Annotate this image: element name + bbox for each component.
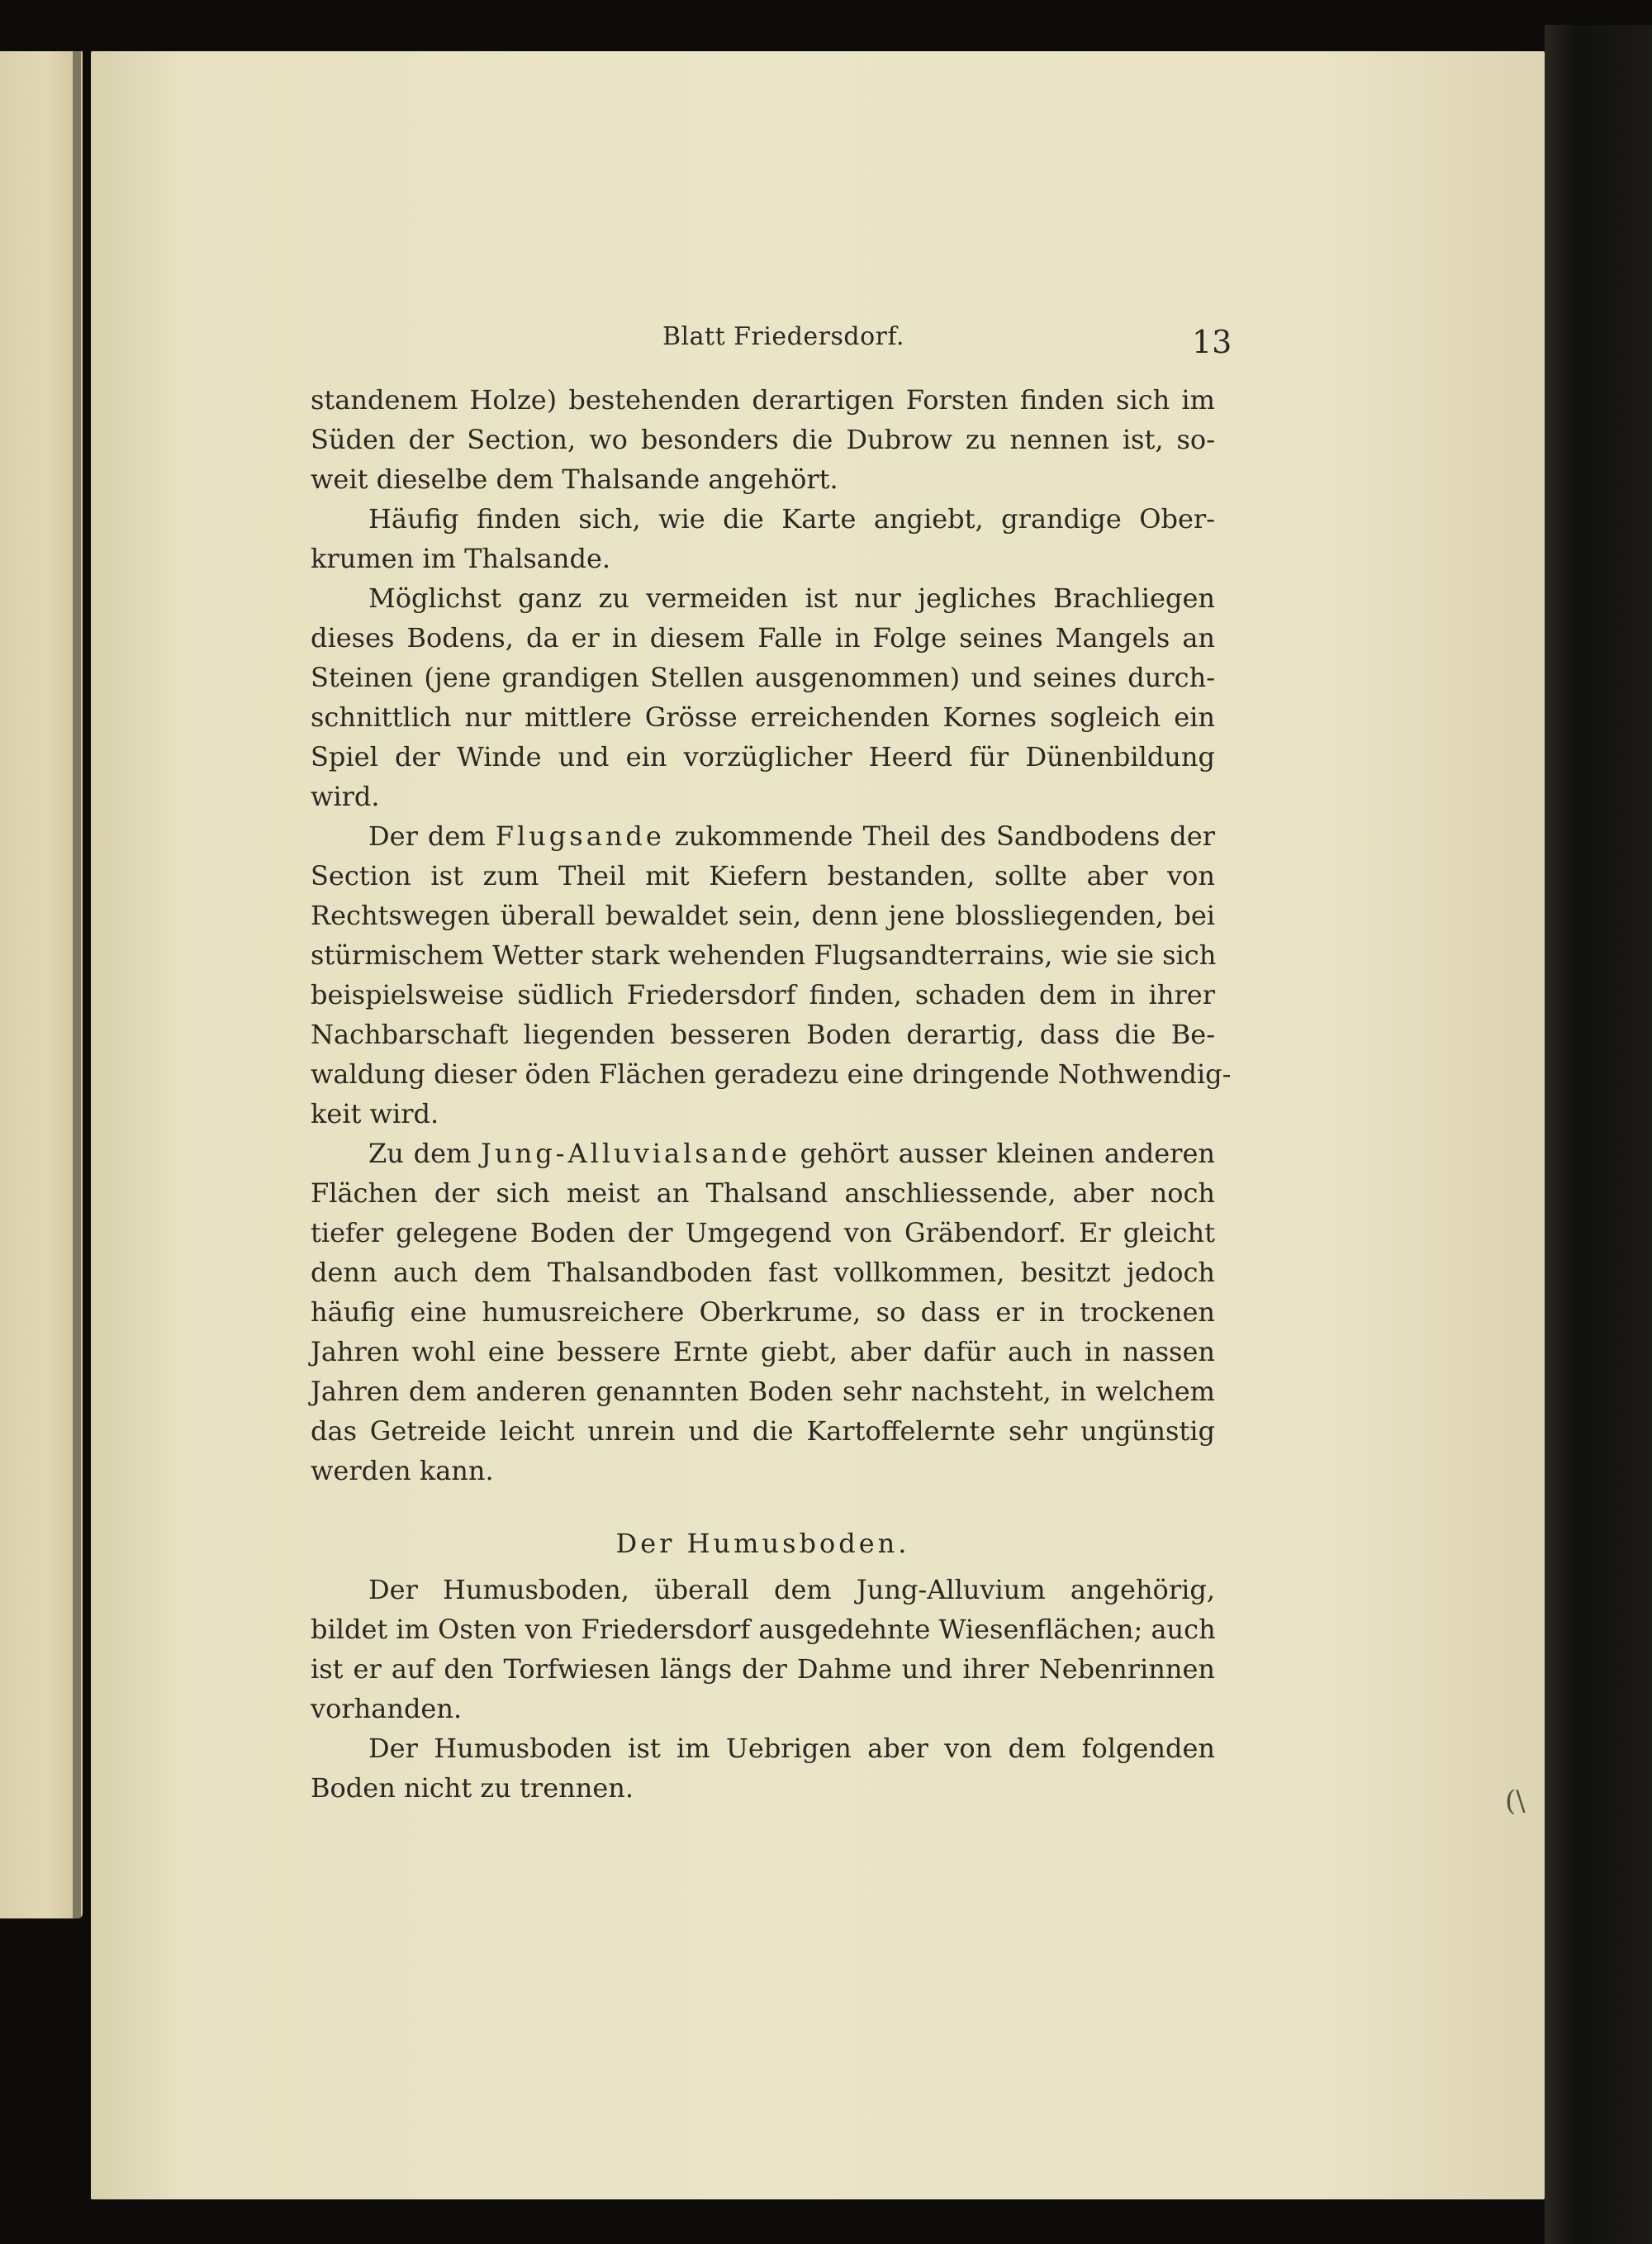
text-line: Süden der Section, wo besonders die Dubrow zu nennen ist, so- xyxy=(311,424,1215,455)
text-line: das Getreide leicht unrein und die Kartoffelernte sehr ungünstig xyxy=(311,1415,1215,1447)
running-head-title: Blatt Friedersdorf. xyxy=(662,322,905,351)
page-gutter-shadow xyxy=(73,51,81,1918)
text-line: krumen im Thalsande. xyxy=(311,543,611,574)
text-line: stürmischem Wetter stark wehenden Flugsandterrains, wie sie sich xyxy=(311,939,1217,971)
text-line: waldung dieser öden Flächen geradezu eine dringende Nothwendig- xyxy=(311,1058,1232,1090)
spaced-term: Flugsande xyxy=(495,820,665,852)
paragraph-3 xyxy=(311,578,1215,816)
text-line: standenem Holze) bestehenden derartigen Forsten finden sich im xyxy=(311,384,1215,416)
text-line: Jahren wohl eine bessere Ernte giebt, aber dafür auch in nassen xyxy=(311,1336,1215,1367)
text-line: Spiel der Winde und ein vorzüglicher Heerd für Dünenbildung xyxy=(311,741,1215,773)
paragraph-5 xyxy=(311,1134,1215,1490)
margin-mark: (\ xyxy=(1505,1785,1526,1818)
paragraph-2 xyxy=(311,499,1215,578)
section-heading: Der Humusboden. xyxy=(615,1528,910,1559)
text-line xyxy=(311,816,1215,856)
text-line: denn auch dem Thalsandboden fast vollkommen, besitzt jedoch xyxy=(311,1257,1215,1288)
text-run: zukommende Theil des Sandbodens der xyxy=(664,820,1216,852)
text-line: häufig eine humusreichere Oberkrume, so dass er in trockenen xyxy=(311,1296,1215,1328)
spaced-term: Jung-Alluvialsande xyxy=(481,1138,790,1169)
text-line: Häufig finden sich, wie die Karte angiebt, grandige Ober- xyxy=(368,503,1215,535)
text-line: Jahren dem anderen genannten Boden sehr nachsteht, in welchem xyxy=(311,1376,1215,1407)
text-line: keit wird. xyxy=(311,1098,439,1129)
text-line: Der Humusboden, überall dem Jung-Alluvium angehörig, xyxy=(368,1574,1215,1605)
text-run: Zu dem xyxy=(368,1138,482,1169)
text-line: Möglichst ganz zu vermeiden ist nur jegliches Brachliegen xyxy=(368,582,1215,614)
text-line: Der Humusboden ist im Uebrigen aber von dem folgenden xyxy=(368,1733,1215,1764)
paragraph-7 xyxy=(311,1728,1215,1808)
text-line: Boden nicht zu trennen. xyxy=(311,1772,634,1804)
text-line: beispielsweise südlich Friedersdorf finden, schaden dem in ihrer xyxy=(311,979,1215,1010)
text-run: gehört ausser kleinen anderen xyxy=(790,1138,1216,1169)
text-line: Rechtswegen überall bewaldet sein, denn jene blossliegenden, bei xyxy=(311,900,1215,931)
text-line: dieses Bodens, da er in diesem Falle in Folge seines Mangels an xyxy=(311,622,1215,654)
previous-page-edge xyxy=(0,51,83,1918)
text-line: bildet im Osten von Friedersdorf ausgedehnte Wiesenflächen; auch xyxy=(311,1614,1216,1645)
paragraph-6 xyxy=(311,1570,1215,1728)
text-run: Der dem xyxy=(368,820,496,852)
text-line: wird. xyxy=(311,781,380,812)
text-line: Nachbarschaft liegenden besseren Boden derartig, dass die Be- xyxy=(311,1019,1215,1050)
paragraph-1 xyxy=(311,380,1215,499)
text-line: tiefer gelegene Boden der Umgegend von Gräbendorf. Er gleicht xyxy=(311,1217,1215,1248)
text-line: werden kann. xyxy=(311,1455,494,1486)
text-line xyxy=(311,1134,1215,1173)
text-line: schnittlich nur mittlere Grösse erreichenden Kornes sogleich ein xyxy=(311,701,1215,733)
text-line: Flächen der sich meist an Thalsand anschliessende, aber noch xyxy=(311,1177,1215,1209)
page-number: 13 xyxy=(1192,324,1232,360)
paragraph-4 xyxy=(311,816,1232,1134)
text-line: Section ist zum Theil mit Kiefern bestanden, sollte aber von xyxy=(311,860,1215,891)
text-line: ist er auf den Torfwiesen längs der Dahme und ihrer Nebenrinnen xyxy=(311,1653,1215,1685)
text-line: weit dieselbe dem Thalsande angehört. xyxy=(311,464,838,495)
text-line: Steinen (jene grandigen Stellen ausgenommen) und seines durch- xyxy=(311,662,1215,693)
text-line: vorhanden. xyxy=(311,1693,463,1724)
book-binding xyxy=(1545,25,1652,2244)
page-body xyxy=(311,380,1232,1808)
